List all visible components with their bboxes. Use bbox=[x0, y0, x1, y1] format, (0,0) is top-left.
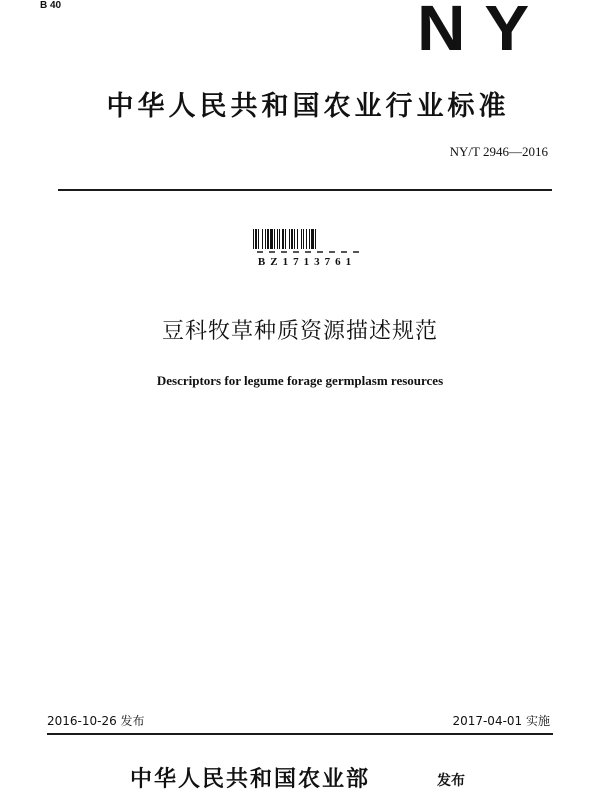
header-divider bbox=[58, 189, 552, 191]
document-title-english: Descriptors for legume forage germplasm resources bbox=[156, 373, 444, 388]
footer-divider bbox=[47, 733, 553, 735]
standard-number: NY/T 2946—2016 bbox=[449, 144, 548, 159]
document-title-chinese: 豆科牧草种质资源描述规范 bbox=[161, 319, 438, 344]
barcode-dashes bbox=[253, 251, 361, 254]
standard-logo: NY bbox=[417, 0, 549, 64]
issuing-authority: 中华人民共和国农业部 bbox=[130, 767, 371, 792]
barcode-label: BZ1713761 bbox=[257, 256, 357, 268]
effective-date: 2017-04-01 实施 bbox=[452, 714, 550, 728]
issuing-authority-suffix: 发布 bbox=[437, 773, 465, 789]
barcode-icon bbox=[253, 229, 361, 249]
publish-date: 2016-10-26 发布 bbox=[47, 714, 145, 728]
ics-code: B 40 bbox=[40, 0, 62, 11]
standard-title: 中华人民共和国农业行业标准 bbox=[106, 91, 510, 122]
